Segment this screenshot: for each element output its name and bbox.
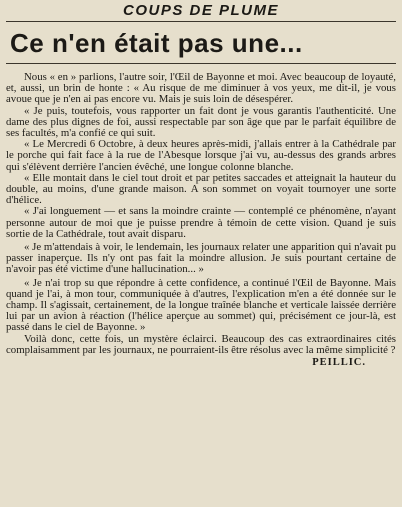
column-rubric: COUPS DE PLUME bbox=[6, 0, 396, 22]
paragraph: « Elle montait dans le ciel tout droit et par petites saccades et atteignait la hauteur du double, au moins, d'une grande maison. A son sommet on voyait tournoyer une sorte d'hélice. bbox=[6, 171, 396, 207]
author-signature: PEILLIC. bbox=[312, 357, 366, 369]
article-body bbox=[6, 72, 396, 356]
paragraph: « Je n'ai trop su que répondre à cette confidence, a continué l'Œil de Bayonne. Mais quand je l'ai, à mon tour, communiquée à d'autres, l'explication m'en a été donnée sur le champ. Il s'agissait, certainement, de la longue traînée blanche et verticale laissée derrière lui par un avion à réaction (l'hélice aperçue au sommet) qui, précisément ce jour-là, est passé dans le ciel de Bayonne. » bbox=[6, 276, 396, 334]
paragraph: « Je puis, toutefois, vous rapporter un fait dont je vous garantis l'authenticité. Une dame des plus dignes de foi, aussi respectable par son âge que par le parfait équilibre de ses facultés, m'a confié ce qui suit. bbox=[6, 104, 396, 140]
paragraph: « Je m'attendais à voir, le lendemain, les journaux relater une apparition qui n'avait pu passer inaperçue. Ils n'y ont pas fait la moindre allusion. Je suis pourtant certaine de n'avoir pas été victime d'une hallucination... » bbox=[6, 241, 396, 276]
paragraph: « J'ai longuement — et sans la moindre crainte — contemplé ce phénomène, n'ayant personne autour de moi que je puisse prendre à témoin de cette vision. Quand je suis sortie de la Cathédrale, tout avait disparu. bbox=[6, 205, 396, 240]
paragraph: Voilà donc, cette fois, un mystère éclairci. Beaucoup des cas extraordinaires cités complaisamment par les journaux, ne pourraient-ils être résolus avec la même simplicité ? bbox=[6, 332, 396, 356]
article-title: Ce n'en était pas une... bbox=[6, 27, 396, 64]
paragraph: Nous « en » parlions, l'autre soir, l'Œil de Bayonne et moi. Avec beaucoup de loyauté, et, aussi, un brin de honte : « Au risque de me diminuer à vos yeux, me dit-il, je vous avoue que je n'en ai pas encore vu. Mais je suis loin de désespérer. bbox=[6, 71, 396, 106]
paragraph: « Le Mercredi 6 Octobre, à deux heures après-midi, j'allais entrer à la Cathédrale par le porche qui fait face à la rue de l'Abesque lorsque j'ai vu, au-dessus des grands arbres qui s'élèvent derrière l'ancien évêché, une longue colonne blanche. bbox=[6, 138, 396, 173]
